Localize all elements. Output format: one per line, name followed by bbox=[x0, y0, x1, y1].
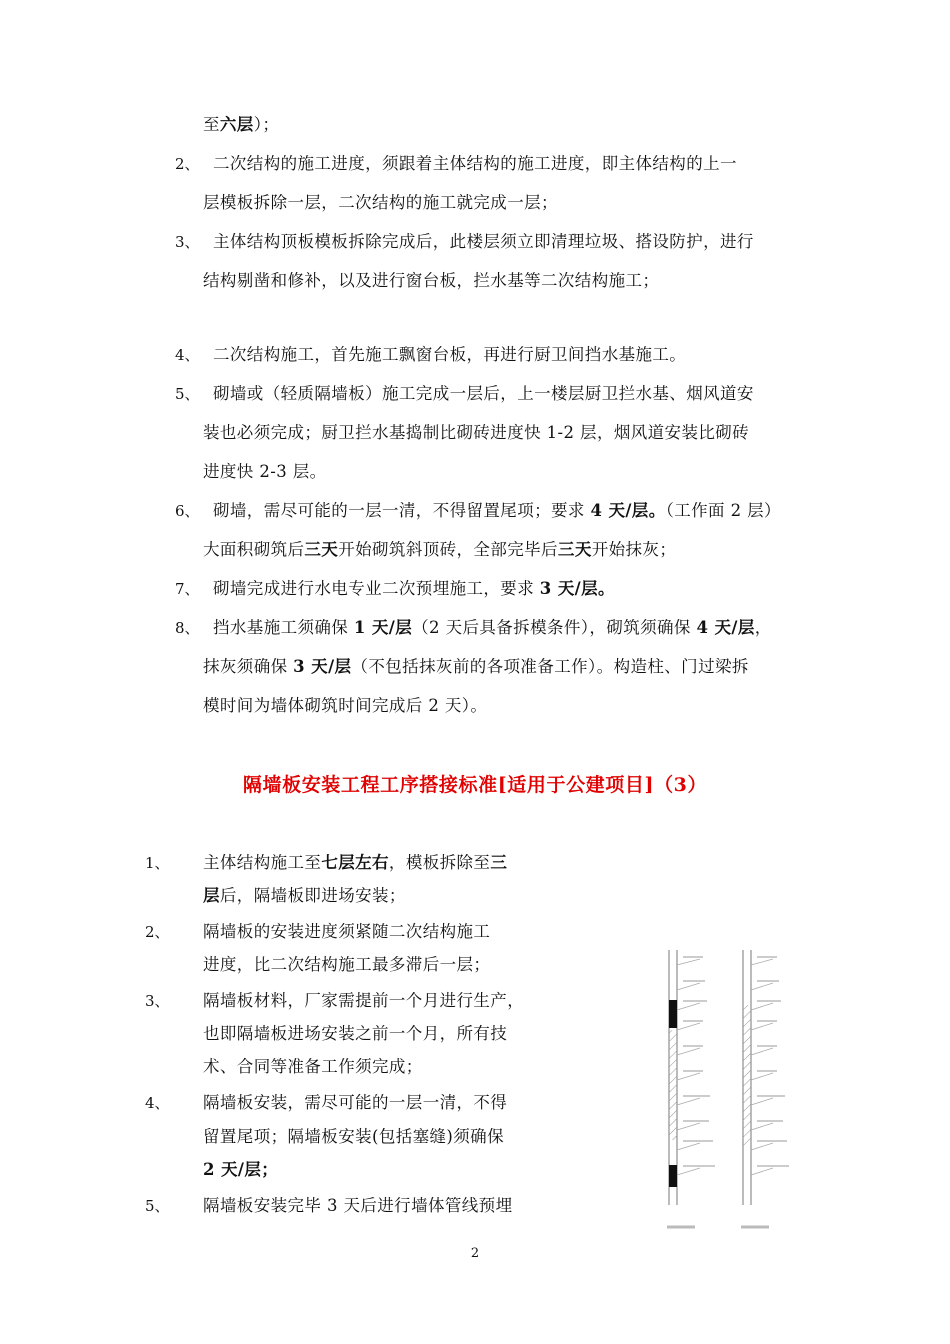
item-line: 结构剔凿和修补，以及进行窗台板，拦水基等二次结构施工； bbox=[203, 271, 660, 290]
page-number: 2 bbox=[470, 1246, 480, 1261]
item-line: 二次结构施工，首先施工飘窗台板，再进行厨卫间挡水基施工。 bbox=[213, 345, 687, 364]
item-line: 装也必须完成；厨卫拦水基捣制比砌砖进度快 1-2 层，烟风道安装比砌砖 bbox=[203, 423, 750, 442]
item-line: 也即隔墙板进场安装之前一个月，所有技 bbox=[203, 1024, 508, 1043]
item-line: 模时间为墙体砌筑时间完成后 2 天）。 bbox=[203, 696, 488, 715]
left-column bbox=[667, 950, 715, 1227]
item-number: 2、 bbox=[145, 923, 170, 941]
item-number: 3、 bbox=[175, 233, 200, 251]
item-line: 进度快 2-3 层。 bbox=[203, 462, 327, 481]
item-number: 3、 bbox=[145, 992, 170, 1010]
item-line: 层模板拆除一层，二次结构的施工就完成一层； bbox=[203, 193, 558, 212]
item-line: 大面积砌筑后三天开始砌筑斜顶砖，全部完毕后三天开始抹灰； bbox=[203, 540, 677, 559]
item-line: 术、合同等准备工作须完成； bbox=[203, 1057, 423, 1076]
item-line: 隔墙板安装，需尽可能的一层一清，不得 bbox=[203, 1093, 508, 1112]
item-line: 二次结构的施工进度，须跟着主体结构的施工进度，即主体结构的上一 bbox=[213, 154, 737, 173]
item-number: 5、 bbox=[145, 1197, 170, 1215]
item-line: 砌墙，需尽可能的一层一清，不得留置尾项；要求 4 天/层。（工作面 2 层） bbox=[213, 501, 781, 520]
item-line: 主体结构施工至七层左右，模板拆除至三 bbox=[203, 853, 508, 872]
item-number: 4、 bbox=[145, 1094, 170, 1112]
item-line: 砌墙完成进行水电专业二次预埋施工，要求 3 天/层。 bbox=[213, 579, 615, 598]
item-line: 留置尾项；隔墙板安装(包括塞缝)须确保 bbox=[203, 1127, 504, 1146]
item-number: 1、 bbox=[145, 854, 170, 872]
item-line: 进度，比二次结构施工最多滞后一层； bbox=[203, 955, 491, 974]
item-line: 隔墙板的安装进度须紧随二次结构施工 bbox=[203, 922, 491, 941]
item-number: 8、 bbox=[175, 619, 200, 637]
right-column bbox=[741, 950, 789, 1227]
item-number: 7、 bbox=[175, 580, 200, 598]
item-number: 2、 bbox=[175, 155, 200, 173]
item-number: 4、 bbox=[175, 346, 200, 364]
cont-line: 至六层）； bbox=[203, 115, 280, 134]
item-line: 层后，隔墙板即进场安装； bbox=[203, 886, 406, 905]
item-line: 挡水基施工须确保 1 天/层（2 天后具备拆模条件），砌筑须确保 4 天/层， bbox=[213, 618, 772, 637]
item-line: 2 天/层； bbox=[203, 1160, 279, 1179]
item-number: 6、 bbox=[175, 502, 200, 520]
item-line: 主体结构顶板模板拆除完成后，此楼层须立即清理垃圾、搭设防护，进行 bbox=[213, 232, 754, 251]
floor-sequence-diagram bbox=[655, 945, 805, 1245]
item-line: 砌墙或（轻质隔墙板）施工完成一层后，上一楼层厨卫拦水基、烟风道安 bbox=[213, 384, 754, 403]
item-line: 隔墙板材料，厂家需提前一个月进行生产， bbox=[203, 991, 525, 1010]
item-line: 隔墙板安装完毕 3 天后进行墙体管线预埋 bbox=[203, 1196, 513, 1215]
section-title: 隔墙板安装工程工序搭接标准[适用于公建项目]（3） bbox=[242, 774, 708, 796]
item-line: 抹灰须确保 3 天/层（不包括抹灰前的各项准备工作）。构造柱、门过梁拆 bbox=[203, 657, 749, 676]
item-number: 5、 bbox=[175, 385, 200, 403]
